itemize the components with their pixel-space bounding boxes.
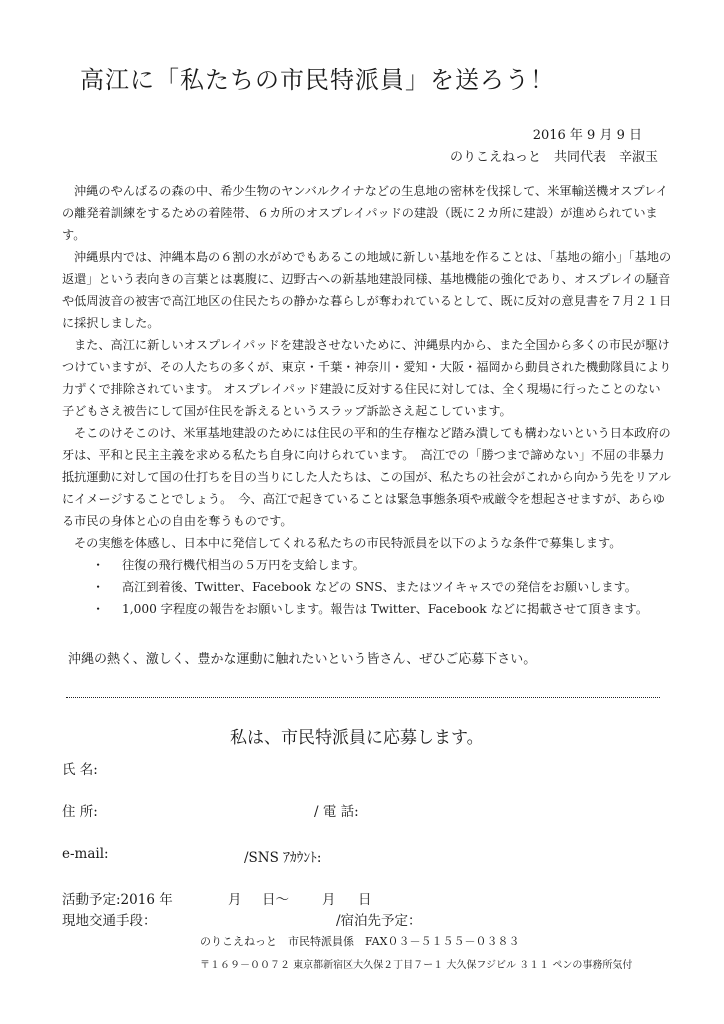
name-label: 氏 名: (62, 762, 98, 778)
email-label: e-mail: (62, 846, 109, 862)
paragraph: その実態を体感し、日本中に発信してくれる私たちの市民特派員を以下のような条件で募集します。 (74, 536, 622, 550)
list-item: ・ 高江到着後、Twitter、Facebook などの SNS、またはツイキャスでの発信をお願いします。 (92, 576, 672, 598)
list-item: ・ 往復の飛行機代相当の５万円を支給します。 (92, 554, 672, 576)
address-label: 住 所: (62, 804, 98, 820)
paragraph: そこのけそこのけ、米軍基地建設のためには住民の平和的生存権など踏み潰しても構わないという日本政府の牙は、平和と民主主義を求める私たち自身に向けられています。 高江での「勝つまで諦めない」不屈の非暴力抵抗運動に対して国の仕打ちを目の当りにした人たちは、この国が、私たちの社会がこれから向かう先をリアルにイメージすることでしょう。 今、高江で起きていることは緊急事態条項や戒厳令を想起させますが、あらゆる市民の身体と心の自由を奪うものです。 (62, 426, 671, 528)
conditions-list (62, 554, 672, 620)
phone-label: / 電 話: (314, 804, 359, 820)
date: 2016 年 9 月 9 日 (532, 128, 642, 143)
closing-text: 沖縄の熱く、激しく、豊かな運動に触れたいという皆さん、ぜひご応募下さい。 (68, 652, 537, 667)
paragraph: 沖縄のやんばるの森の中、希少生物のヤンバルクイナなどの生息地の密林を伐採して、米軍輸送機オスプレイの離発着訓練をするための着陸帯、６カ所のオスプレイパッドの建設（既に２カ所に建設）が進められています。 (62, 184, 668, 242)
page-title: 高江に「私たちの市民特派員」を送ろう！ (80, 66, 555, 94)
list-item: ・ 1,000 字程度の報告をお願いします。報告は Twitter、Facebook などに掲載させて頂きます。 (92, 598, 672, 620)
sns-account-label: /SNS ｱｶｳﾝﾄ: (244, 850, 322, 866)
month-to: 月 (322, 892, 336, 908)
month-from: 月 (228, 892, 242, 908)
day-to: 日 (358, 892, 372, 908)
schedule-label: 活動予定:2016 年 (62, 892, 173, 908)
lodging-label: /宿泊先予定： (336, 913, 422, 929)
contact-address: 〒１６９－００７２ 東京都新宿区大久保２丁目７ー１ 大久保フジビル ３１１ ペンの事務所気付 (200, 960, 633, 971)
form-heading: 私は、市民特派員に応募します。 (230, 728, 484, 748)
cut-line-divider (66, 697, 660, 698)
author: のりこえねっと 共同代表 辛淑玉 (449, 150, 658, 165)
paragraph: また、高江に新しいオスプレイパッドを建設させないために、沖縄県内から、また全国から多くの市民が駆けつけていますが、その人たちの多くが、東京・千葉・神奈川・愛知・大阪・福岡から動員された機動隊員により力ずくで排除されています。 オスプレイパッド建設に反対する住民に対しては、全く現場に行ったことのない子どもさえ被告にして国が住民を訴えるというスラップ訴訟さえ起こしています。 (62, 338, 672, 418)
paragraph: 沖縄県内では、沖縄本島の６割の水がめでもあるこの地域に新しい基地を作ることは、「基地の縮小」「基地の返還」という表向きの言葉とは裏腹に、辺野古への新基地建設同様、基地機能の強化であり、オスプレイの騒音や低周波音の被害で高江地区の住民たちの静かな暮らしが奪われているとして、既に反対の意見書を７月２１日に採択しました。 (62, 250, 672, 330)
body-text (62, 180, 672, 620)
day-from: 日〜 (262, 892, 289, 908)
contact-fax: のりこえねっと 市民特派員係 FAX０３－５１５５－０３８３ (200, 935, 520, 948)
transport-label: 現地交通手段： (62, 913, 157, 929)
